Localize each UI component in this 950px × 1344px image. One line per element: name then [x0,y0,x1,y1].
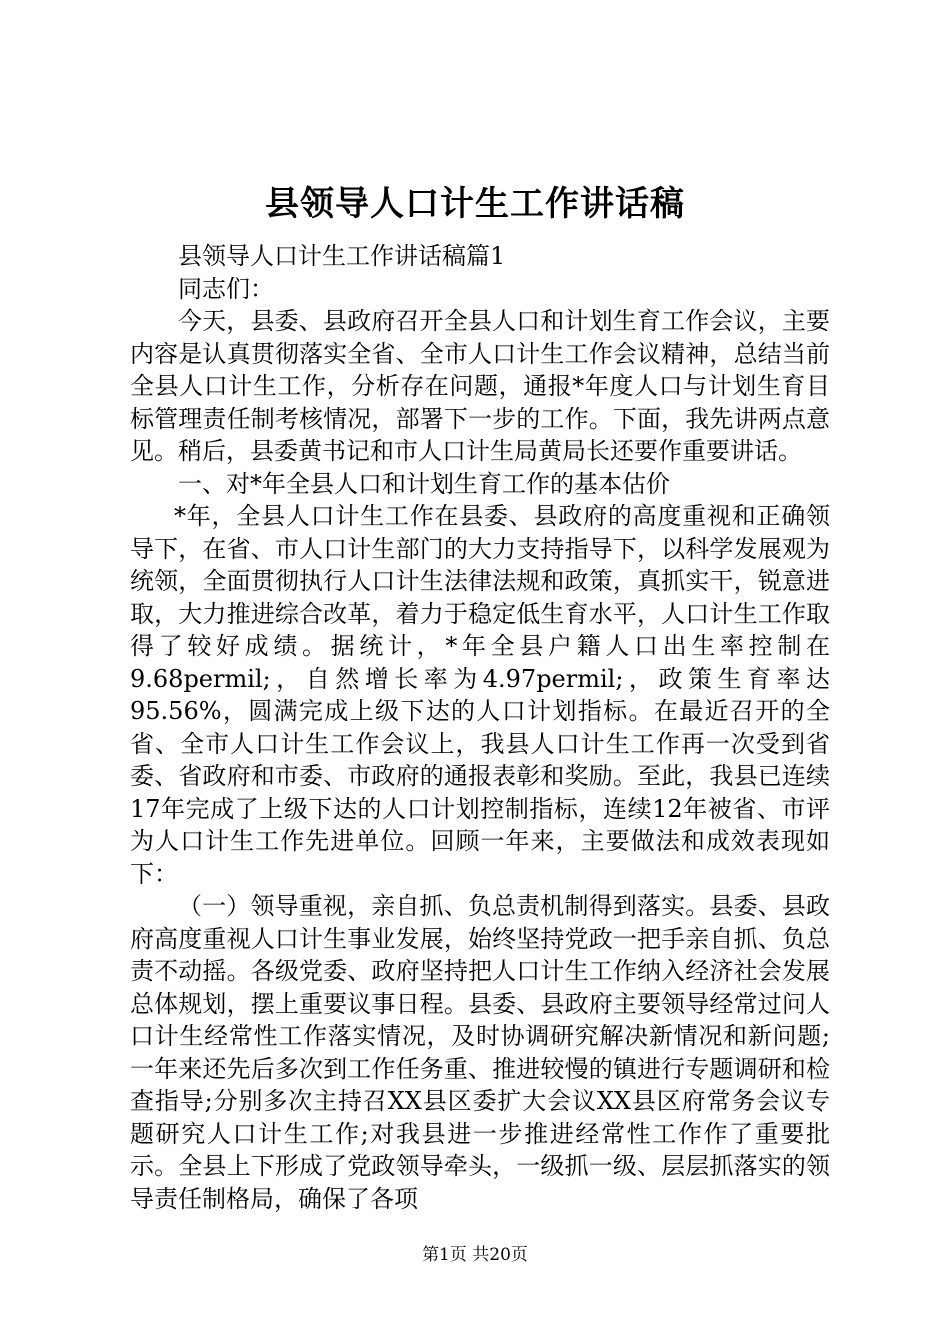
document-body [130,240,830,1215]
page-number: 第1页 共20页 [422,1245,528,1265]
paragraph-overview: *年，全县人口计生工作在县委、县政府的高度重视和正确领导下，在省、市人口计生部门的大力支持指导下，以科学发展观为统领，全面贯彻执行人口计生法律法规和政策，真抓实干，锐意进取，大力推进综合改革，着力于稳定低生育水平，人口计生工作取得了较好成绩。据统计，*年全县户籍人口出生率控制在9.68permil;，自然增长率为4.97permil;，政策生育率达95.56%，圆满完成上级下达的人口计划指标。在最近召开的全省、全市人口计生工作会议上，我县人口计生工作再一次受到省委、省政府和市委、市政府的通报表彰和奖励。至此，我县已连续17年完成了上级下达的人口计划控制指标，连续12年被省、市评为人口计生工作先进单位。回顾一年来，主要做法和成效表现如下： [130,502,830,888]
document-subtitle: 县领导人口计生工作讲话稿篇1 [178,242,506,270]
paragraph-intro: 今天，县委、县政府召开全县人口和计划生育工作会议，主要内容是认真贯彻落实全省、全市人口计生工作会议精神，总结当前全县人口计生工作，分析存在问题，通报*年度人口与计划生育目标管理责任制考核情况，部署下一步的工作。下面，我先讲两点意见。稍后，县委黄书记和市人口计生局黄局长还要作重要讲话。 [130,307,830,465]
document-title: 县领导人口计生工作讲话稿 [265,184,685,224]
paragraph-leadership: （一）领导重视，亲自抓、负总责机制得到落实。县委、县政府高度重视人口计生事业发展，始终坚持党政一把手亲自抓、负总责不动摇。各级党委、政府坚持把人口计生工作纳入经济社会发展总体规划，摆上重要议事日程。县委、县政府主要领导经常过问人口计生经常性工作落实情况，及时协调研究解决新情况和新问题;一年来还先后多次到工作任务重、推进较慢的镇进行专题调研和检查指导;分别多次主持召XX县区委扩大会议XX县区府常务会议专题研究人口计生工作;对我县进一步推进经常性工作作了重要批示。全县上下形成了党政领导牵头，一级抓一级、层层抓落实的领导责任制格局，确保了各项 [130,892,830,1213]
salutation: 同志们： [178,274,274,303]
section-heading-1: 一、对*年全县人口和计划生育工作的基本估价 [178,469,670,498]
